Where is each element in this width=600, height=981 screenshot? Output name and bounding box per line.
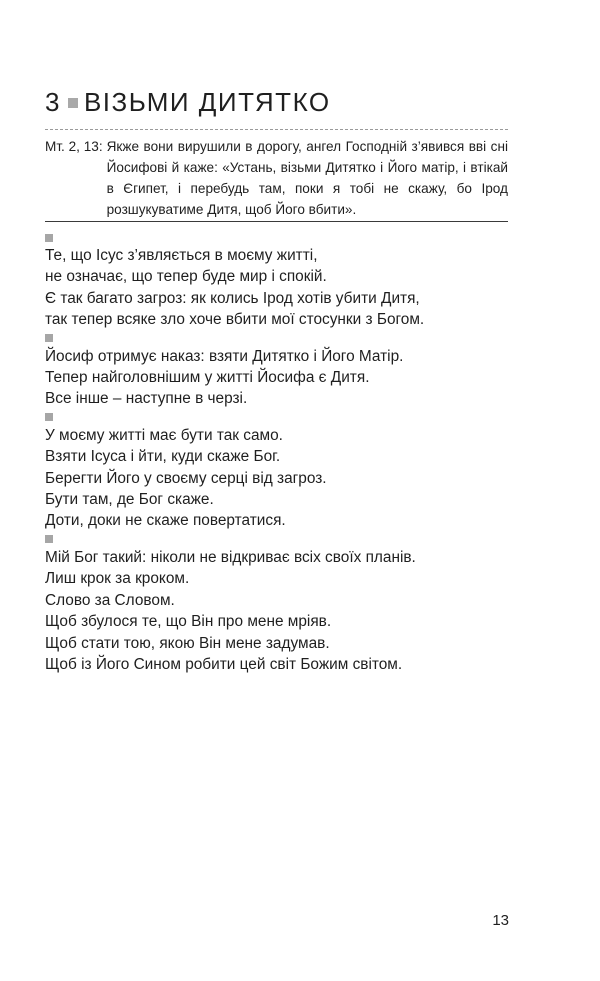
solid-divider bbox=[45, 221, 508, 222]
stanza bbox=[45, 331, 515, 410]
chapter-title: ВІЗЬМИ ДИТЯТКО bbox=[83, 87, 331, 117]
text-line: Йосиф отримує наказ: взяти Дитятко і Його Матір. bbox=[45, 347, 404, 365]
scripture-quote bbox=[45, 136, 508, 220]
page-number: 13 bbox=[492, 912, 509, 929]
text-line: Щоб стати тою, якою Він мене задумав. bbox=[45, 634, 330, 652]
text-line: Бути там, де Бог скаже. bbox=[45, 491, 214, 509]
text-line: Щоб із Його Сином робити цей світ Божим світом. bbox=[45, 655, 403, 673]
text-line: Доти, доки не скаже повертатися. bbox=[45, 512, 286, 530]
text-line: Тепер найголовнішим у житті Йосифа є Дитя. bbox=[45, 369, 370, 387]
square-bullet-icon bbox=[45, 334, 53, 342]
stanza-marker bbox=[45, 410, 515, 425]
text-line: У моєму житті має бути так само. bbox=[45, 426, 283, 444]
text-line: Берегти Його у своєму серці від загроз. bbox=[45, 469, 327, 487]
text-line: Є так багато загроз: як колись Ірод хотів убити Дитя, bbox=[45, 289, 420, 307]
text-line: Лиш крок за кроком. bbox=[45, 570, 190, 588]
text-line: Все інше – наступне в черзі. bbox=[45, 390, 248, 408]
chapter-heading bbox=[45, 86, 331, 118]
text-line: Те, що Ісус з’являється в моєму житті, bbox=[45, 247, 318, 264]
square-bullet-icon bbox=[45, 234, 53, 242]
text-line: так тепер всяке зло хоче вбити мої стосунки з Богом. bbox=[45, 311, 425, 329]
stanza-marker bbox=[45, 230, 515, 245]
meditation-text bbox=[45, 230, 515, 675]
text-line: не означає, що тепер буде мир і спокій. bbox=[45, 268, 327, 286]
stanza bbox=[45, 410, 515, 532]
text-line: Взяти Ісуса і йти, куди скаже Бог. bbox=[45, 448, 281, 466]
square-bullet-icon bbox=[68, 98, 78, 108]
stanza bbox=[45, 532, 515, 675]
text-line: Щоб збулося те, що Він про мене мріяв. bbox=[45, 613, 332, 631]
square-bullet-icon bbox=[45, 413, 53, 421]
dashed-divider bbox=[45, 129, 508, 130]
stanza-marker bbox=[45, 532, 515, 547]
square-bullet-icon bbox=[45, 535, 53, 543]
text-line: Слово за Словом. bbox=[45, 591, 175, 609]
stanza-marker bbox=[45, 331, 515, 346]
scripture-reference: Мт. 2, 13: bbox=[45, 139, 103, 154]
chapter-number: 3 bbox=[45, 87, 61, 117]
text-line: Мій Бог такий: ніколи не відкриває всіх своїх планів. bbox=[45, 548, 416, 566]
stanza bbox=[45, 230, 515, 331]
scripture-text: Якже вони вирушили в дорогу, ангел Господній з’явився вві сні Йосифові й каже: «Устань, візьми Дитятко і Його матір, і втікай в Єгипет, і перебудь там, поки я тобі не скажу, бо Ірод розшукуватиме Дитя, щоб Його вбити». bbox=[106, 139, 508, 217]
